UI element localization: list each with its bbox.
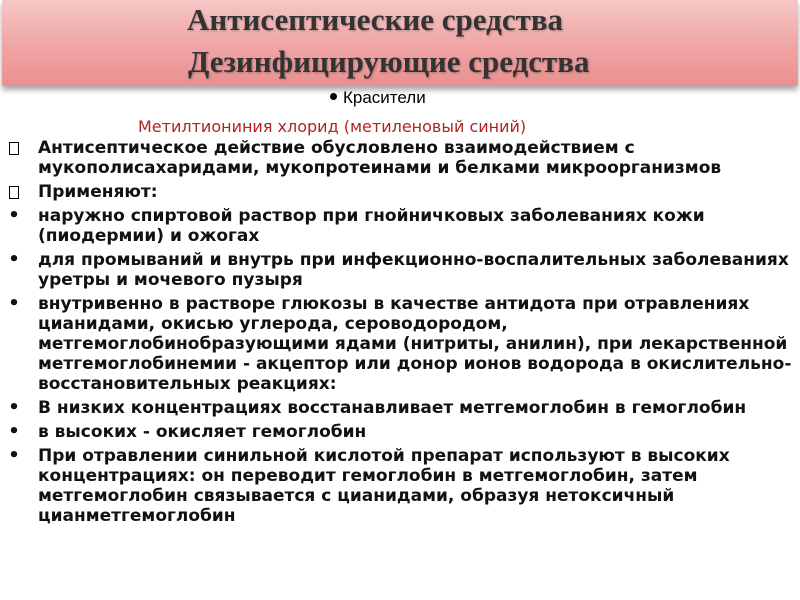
- bullet-list: [0, 138, 800, 530]
- round-bullet-icon: [7, 206, 21, 226]
- list-item: [0, 182, 800, 202]
- list-item: [0, 446, 800, 526]
- list-item: [0, 294, 800, 394]
- list-item: [0, 398, 800, 418]
- round-bullet-icon: [7, 422, 21, 442]
- list-item-text: внутривенно в растворе глюкозы в качестве антидота при отравлениях цианидами, окисью углерода, сероводородом, метгемоглобинобразующими ядами (нитриты, анилин), при лекарственной метгемоглобинемии - акцептор или донор ионов водорода в окислительно-восстановительных реакциях:: [38, 294, 792, 394]
- list-item: [0, 206, 800, 246]
- list-item: [0, 138, 800, 178]
- square-bullet-icon: [7, 182, 21, 204]
- list-item-text: В низких концентрациях восстанавливает метгемоглобин в гемоглобин: [38, 398, 747, 418]
- round-bullet-icon: [7, 250, 21, 270]
- subheading: [330, 88, 426, 108]
- bullet-dot-icon: [330, 93, 337, 100]
- round-bullet-icon: [7, 398, 21, 418]
- list-item-text: в высоких - окисляет гемоглобин: [38, 422, 367, 442]
- list-item-text: наружно спиртовой раствор при гнойничковых заболеваниях кожи (пиодермии) и ожогах: [38, 206, 705, 246]
- subheading-text: Красители: [343, 88, 426, 107]
- list-item-text: для промываний и внутрь при инфекционно-воспалительных заболеваниях уретры и мочевого пузыря: [38, 250, 789, 290]
- square-bullet-icon: [7, 138, 21, 160]
- list-item: [0, 422, 800, 442]
- list-item-text: Антисептическое действие обусловлено взаимодействием с мукополисахаридами, мукопротеинами и белками микроорганизмов: [38, 138, 722, 178]
- list-item-text: При отравлении синильной кислотой препарат используют в высоких концентрациях: он переводит гемоглобин в метгемоглобин, затем метгемоглобин связывается с цианидами, образуя нетоксичный цианметгемоглобин: [38, 446, 730, 526]
- round-bullet-icon: [7, 446, 21, 466]
- drug-name: Метилтиониния хлорид (метиленовый синий): [138, 117, 527, 136]
- list-item-text: Применяют:: [38, 182, 158, 202]
- title-banner: [2, 0, 798, 86]
- list-item: [0, 250, 800, 290]
- round-bullet-icon: [7, 294, 21, 314]
- slide-title-line-1: Антисептические средства: [187, 2, 564, 37]
- slide-title-line-2: Дезинфицирующие средства: [188, 44, 590, 79]
